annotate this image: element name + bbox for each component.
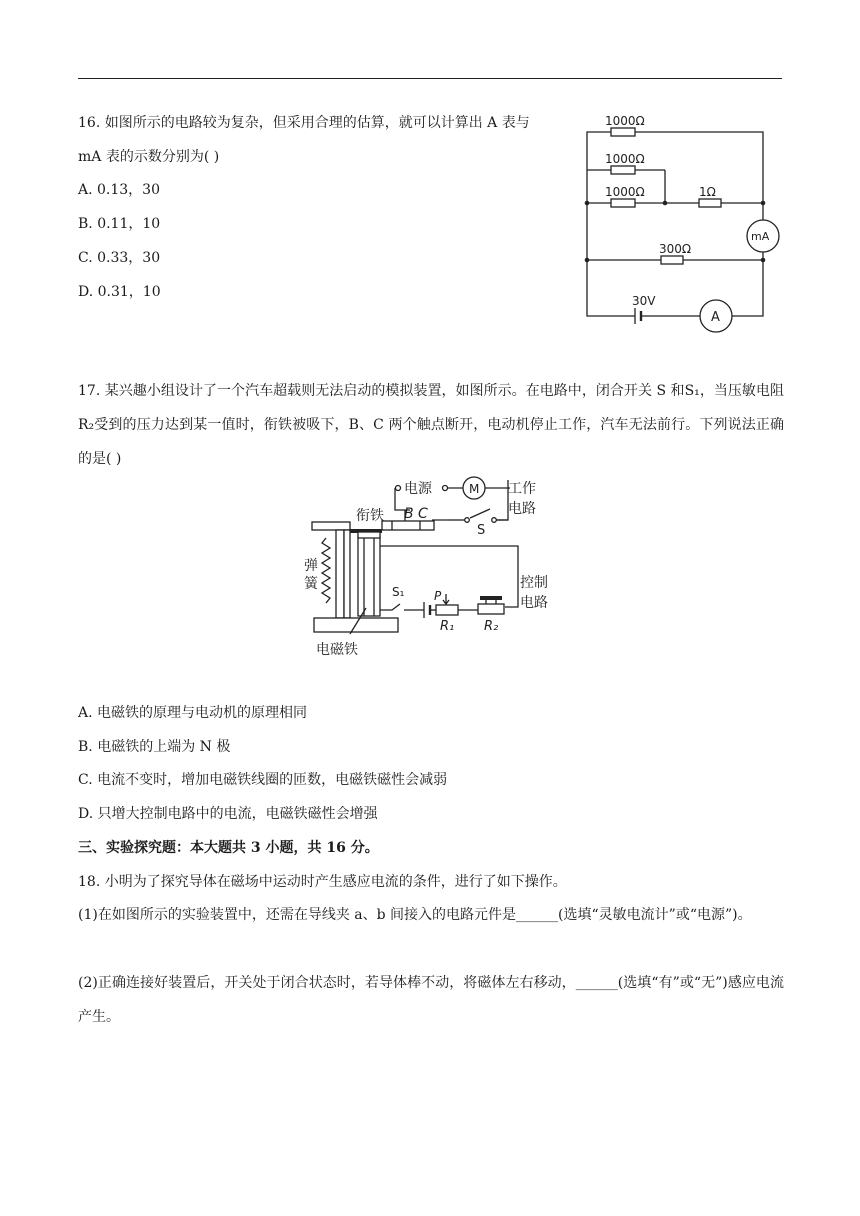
q17-label-ctrl1: 控制: [520, 575, 548, 591]
q17-label-power: 电源: [404, 481, 432, 497]
q17-label-spring2: 簧: [304, 576, 318, 592]
q16-option-b: B. 0.11，10: [78, 216, 161, 232]
q17-label-motor: M: [469, 482, 480, 496]
section-3-heading: 三、实验探究题：本大题共 3 小题，共 16 分。: [78, 840, 379, 856]
q17-label-work2: 电路: [508, 501, 536, 517]
q16-resistor-3: [611, 199, 635, 207]
q16-label-ma: mA: [751, 230, 770, 243]
q16-resistor-5: [661, 256, 683, 264]
q17-label-spring1: 弹: [304, 558, 318, 574]
q16-stem-line1: 16. 如图所示的电路较为复杂，但采用合理的估算，就可以计算出 A 表与: [78, 115, 530, 131]
q16-stem-line2: mA 表的示数分别为( ): [78, 149, 220, 165]
q17-pressure-sensor: [478, 604, 504, 614]
q17-label-bc: B C: [404, 506, 428, 522]
q17-label-work1: 工作: [508, 481, 536, 497]
q16-option-c: C. 0.33，30: [78, 250, 161, 266]
q16-label-r4: 1Ω: [699, 185, 716, 199]
q18-part1: (1)在如图所示的实验装置中，还需在导线夹 a、b 间接入的电路元件是______(选填“灵敏电流计”或“电源”)。: [78, 907, 752, 923]
q17-label-s1: S₁: [392, 585, 405, 599]
q16-option-a: A. 0.13，30: [78, 182, 160, 198]
q18-stem: 18. 小明为了探究导体在磁场中运动时产生感应电流的条件，进行了如下操作。: [78, 874, 567, 890]
q16-resistor-2: [611, 166, 635, 174]
q17-label-ctrl2: 电路: [520, 595, 548, 611]
q17-label-r1: R₁: [440, 619, 455, 634]
q16-option-d: D. 0.31，10: [78, 284, 161, 300]
q17-rheostat: [436, 605, 458, 615]
q17-option-c: C. 电流不变时，增加电磁铁线圈的匝数，电磁铁磁性会减弱: [78, 772, 448, 788]
q16-label-r1: 1000Ω: [605, 114, 645, 128]
q17-stem: 17. 某兴趣小组设计了一个汽车超载则无法启动的模拟装置，如图所示。在电路中，闭合开关 S 和S₁，当压敏电阻R₂受到的压力达到某一值时，衔铁被吸下，B、C 两个触点断开，电动机停止工作，汽车无法前行。下列说法正确的是( ): [78, 383, 784, 467]
q17-option-a: A. 电磁铁的原理与电动机的原理相同: [78, 705, 308, 721]
q16-label-a: A: [711, 310, 720, 325]
q16-label-r2: 1000Ω: [605, 152, 645, 166]
q17-label-p: P: [434, 589, 442, 603]
q17-option-b: B. 电磁铁的上端为 N 极: [78, 739, 231, 755]
q17-label-electromagnet: 电磁铁: [316, 642, 358, 658]
q17-option-d: D. 只增大控制电路中的电流，电磁铁磁性会增强: [78, 806, 378, 822]
q16-resistor-1: [611, 128, 635, 136]
q16-resistor-4: [699, 199, 721, 207]
header-rule: [78, 78, 782, 79]
q16-circuit-figure: [575, 108, 785, 333]
q16-label-r5: 300Ω: [659, 242, 692, 256]
q17-label-armature: 衔铁: [356, 508, 384, 524]
q18-part2: (2)正确连接好装置后，开关处于闭合状态时，若导体棒不动，将磁体左右移动，______(选填“有”或“无”)感应电流产生。: [78, 975, 784, 1025]
q17-label-s: S: [477, 523, 486, 538]
q16-label-r3: 1000Ω: [605, 185, 645, 199]
q16-label-battery: 30V: [632, 294, 656, 308]
q17-relay-figure: [300, 474, 570, 664]
q17-label-r2: R₂: [484, 619, 499, 634]
